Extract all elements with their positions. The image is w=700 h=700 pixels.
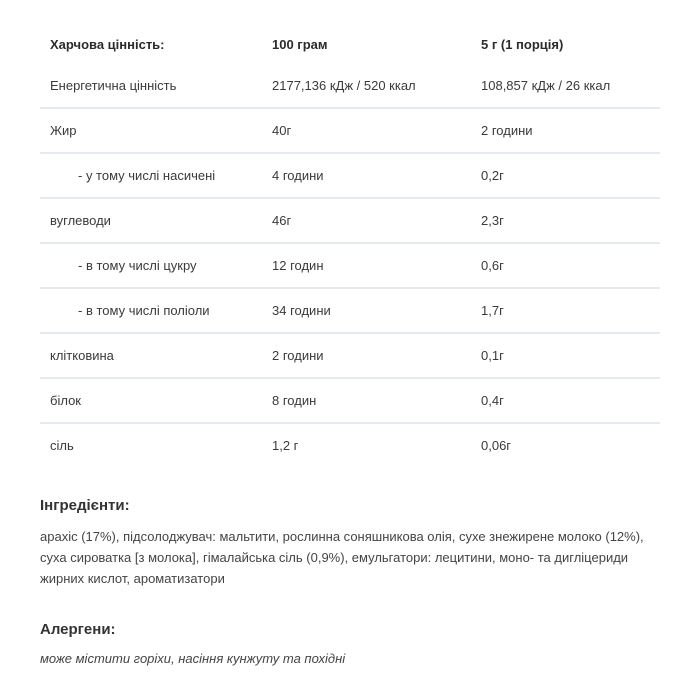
header-per-100g: 100 грам bbox=[272, 36, 328, 52]
value-per-100g: 40г bbox=[272, 123, 292, 138]
value-per-serving: 0,6г bbox=[481, 258, 504, 273]
value-per-100g: 8 годин bbox=[272, 393, 317, 408]
value-per-serving: 0,06г bbox=[481, 438, 512, 453]
value-per-serving: 108,857 кДж / 26 ккал bbox=[481, 78, 611, 93]
table-row bbox=[40, 288, 660, 333]
nutrient-name: білок bbox=[50, 393, 81, 408]
value-per-serving: 1,7г bbox=[481, 303, 504, 318]
nutrient-name: - в тому числі цукру bbox=[78, 258, 197, 273]
value-per-100g: 34 години bbox=[272, 303, 331, 318]
nutrient-name: вуглеводи bbox=[50, 213, 111, 228]
table-row bbox=[40, 423, 660, 467]
nutrient-name: Жир bbox=[50, 123, 77, 138]
ingredients-text: арахіс (17%), підсолоджувач: мальтити, рослинна соняшникова олія, сухе знежирене молоко (12%), суха сироватка [з молока], гімалайська сіль (0,9%), емульгатори: лецитини, моно- та дигліцериди жирних кислот, ароматизатори bbox=[40, 529, 644, 586]
value-per-serving: 0,2г bbox=[481, 168, 504, 183]
value-per-100g: 1,2 г bbox=[272, 438, 299, 453]
nutrient-name: - у тому числі насичені bbox=[78, 168, 216, 183]
table-row bbox=[40, 333, 660, 378]
allergens-title: Алергени: bbox=[40, 621, 116, 638]
allergens-text: може містити горіхи, насіння кунжуту та похідні bbox=[40, 651, 346, 666]
nutrient-name: Енергетична цінність bbox=[50, 78, 177, 93]
table-header-row bbox=[40, 24, 660, 64]
value-per-serving: 2,3г bbox=[481, 213, 504, 228]
table-row bbox=[40, 198, 660, 243]
value-per-100g: 46г bbox=[272, 213, 292, 228]
value-per-100g: 2 години bbox=[272, 348, 324, 363]
ingredients-title: Інгредієнти: bbox=[40, 497, 130, 514]
header-nutritional-value: Харчова цінність: bbox=[50, 36, 165, 52]
table-row bbox=[40, 378, 660, 423]
table-row bbox=[40, 108, 660, 153]
value-per-100g: 12 годин bbox=[272, 258, 324, 273]
nutrient-name: сіль bbox=[50, 438, 74, 453]
nutrition-facts-container bbox=[40, 24, 660, 467]
nutrient-name: клітковина bbox=[50, 348, 114, 363]
table-row bbox=[40, 153, 660, 198]
ingredients-section bbox=[40, 497, 660, 589]
nutrient-name: - в тому числі поліоли bbox=[78, 303, 210, 318]
value-per-serving: 2 години bbox=[481, 123, 533, 138]
value-per-100g: 4 години bbox=[272, 168, 324, 183]
nutrition-table bbox=[40, 24, 660, 467]
allergens-section bbox=[40, 621, 660, 669]
header-per-serving: 5 г (1 порція) bbox=[481, 36, 564, 52]
table-row bbox=[40, 243, 660, 288]
value-per-100g: 2177,136 кДж / 520 ккал bbox=[272, 78, 416, 93]
value-per-serving: 0,4г bbox=[481, 393, 504, 408]
value-per-serving: 0,1г bbox=[481, 348, 504, 363]
table-row bbox=[40, 64, 660, 108]
